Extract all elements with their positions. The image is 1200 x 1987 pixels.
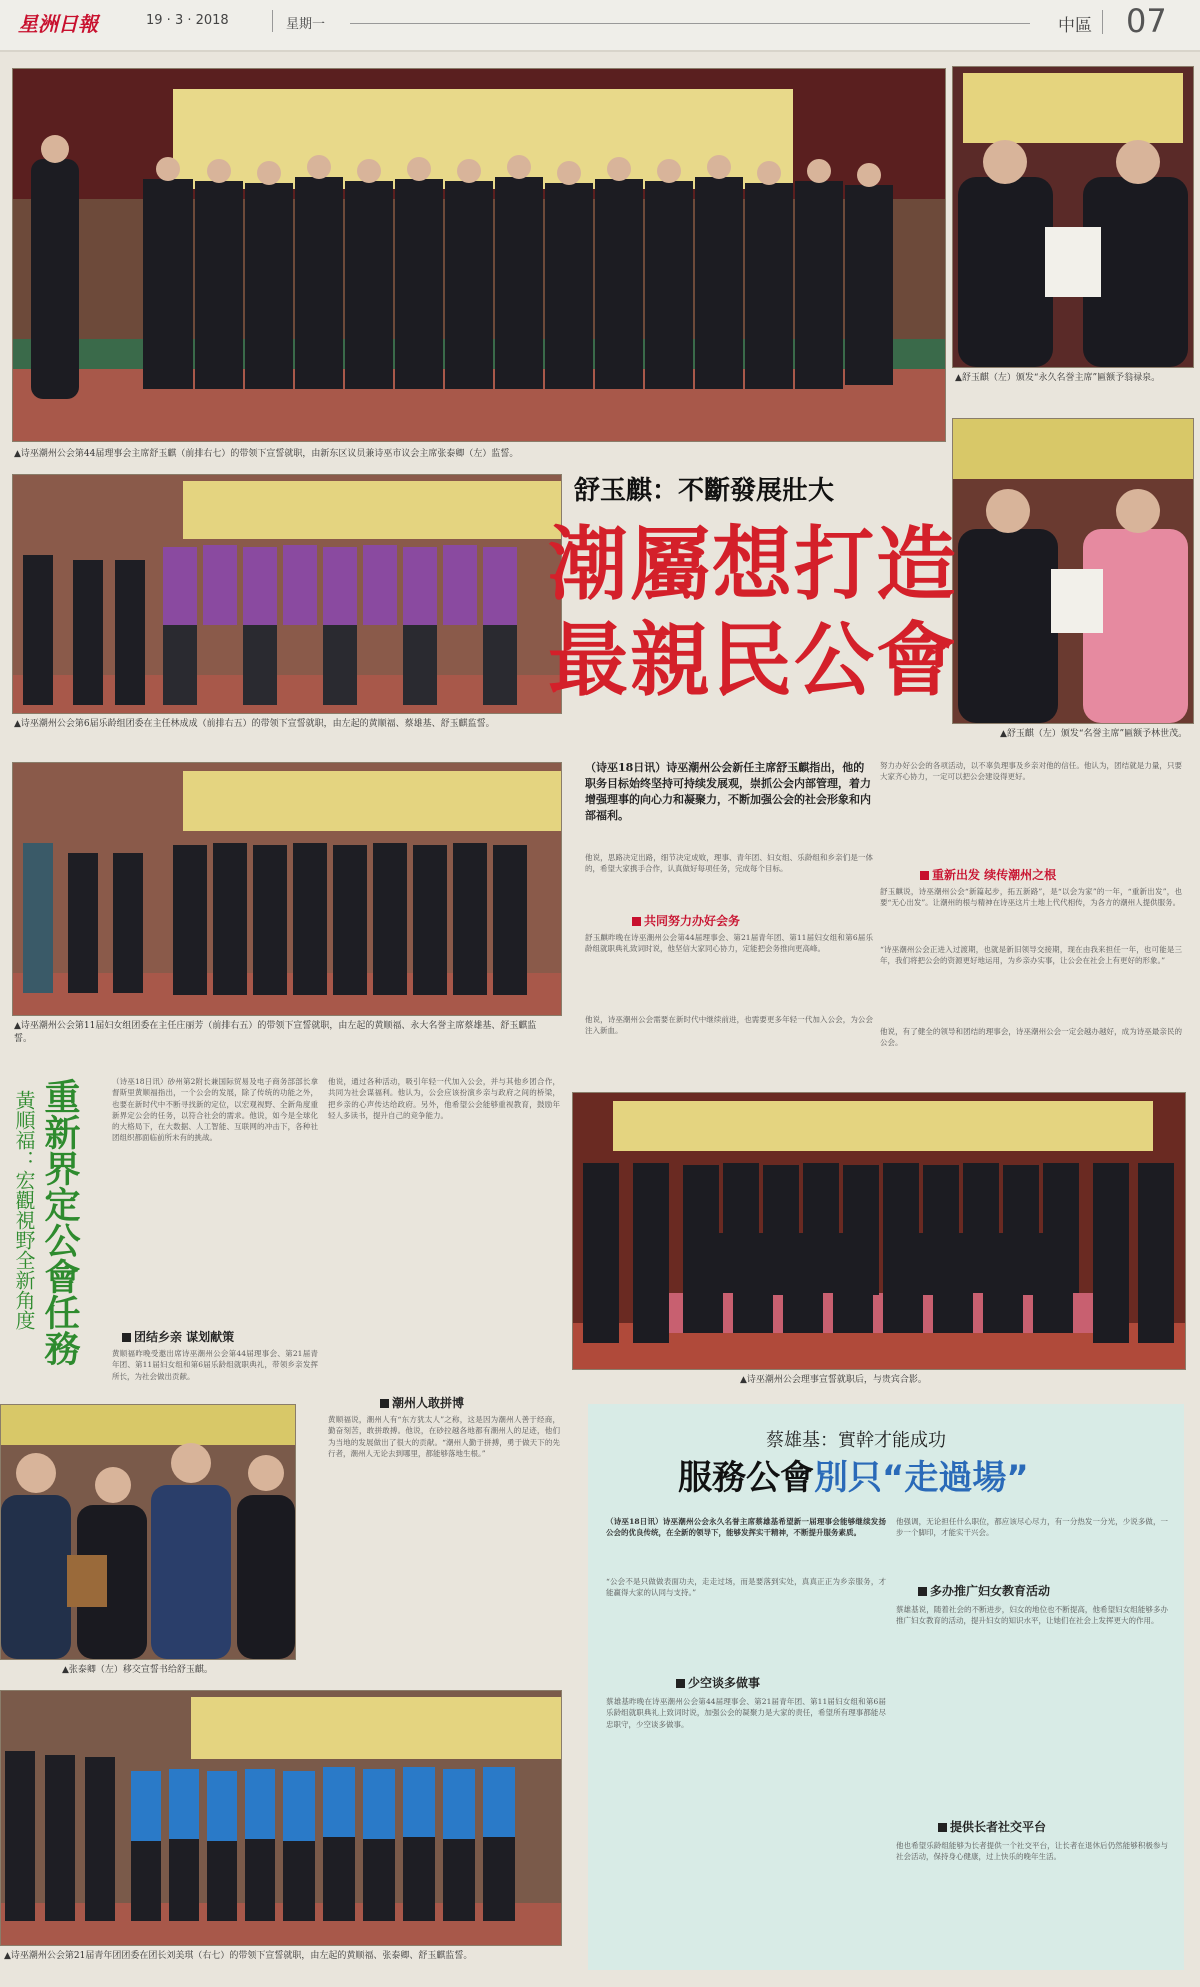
caption-group-with-guests: ▲诗巫潮州公会理事宣誓就职后，与贵宾合影。 [740,1375,927,1385]
main-article-para-2: 舒玉麒昨晚在诗巫潮州公会第44届理事会、第21届青年团、第11届妇女组和第6届乐龄组就职典礼致词时说，他坚信大家同心协力，定能把会务推向更高峰。 [585,933,873,954]
photo-group-with-guests [572,1092,1186,1370]
box-article-col2-para-3: 他也希望乐龄组能够为长者提供一个社交平台，让长者在退休后仍然能够积极参与社会活动，保持身心健康，过上快乐的晚年生活。 [896,1841,1168,1862]
box-article-subhead-1 [676,1674,760,1691]
box-article-headline-blue: 別只“走過場” [814,1458,1029,1498]
box-article-headline [678,1450,1029,1499]
box-article-lead: （诗巫18日讯）诗巫潮州公会永久名誉主席蔡雄基希望新一届理事会能够继续发扬公会的优良传统，在全新的领导下，能够发挥实干精神，不断提升服务素质。 [606,1517,886,1538]
box-article [588,1404,1184,1970]
photo-swearing-in-council [12,68,946,442]
photo-youth-group [0,1690,562,1946]
main-article-kicker: 舒玉麒：不斷發展壯大 [574,476,835,506]
main-article-col2-para-3: “诗巫潮州公会正进入过渡期，也就是新旧领导交接期，现在由我来担任一年，也可能是三年，我们将把公会的资源更好地运用，为乡亲办实事，让公会在社会上有更好的形象。” [880,945,1182,966]
subhead-marker [122,1333,131,1342]
subhead-marker [676,1679,685,1688]
box-article-subhead-2-text: 多办推广妇女教育活动 [930,1584,1051,1598]
box-article-para-2: 蔡雄基昨晚在诗巫潮州公会第44届理事会、第21届青年团、第11届妇女组和第6届乐龄组就职典礼上致词时说，加强公会的凝聚力是大家的责任，希望所有理事都能尽忠职守，少空谈多做事。 [606,1697,886,1729]
main-article-lead: （诗巫18日讯）诗巫潮州公会新任主席舒玉麒指出，他的职务目标始终坚持可持续发展观，崇抓公会内部管理，着力增强理事的向心力和凝聚力，不断加强公会的社会形象和内部福利。 [585,761,871,822]
side-article-col2-b: 黄顺福说，潮州人有“东方犹太人”之称，这是因为潮州人善于经商，勤奋刻苦，敢拼敢搏。他说，在砂拉越各地都有潮州人的足迹，他们为当地的发展做出了很大的贡献。“潮州人勤于拼搏，勇于做天下的先行者，潮州人无论去到哪里，都能够落地生根。” [328,1415,560,1458]
box-article-col2-para-1: 他强调，无论担任什么职位，都应该尽心尽力，有一分热发一分光，少说多做，一步一个脚印，才能实干兴会。 [896,1517,1168,1538]
main-article-headline-2: 最親民公會 [548,614,958,707]
box-article-headline-black: 服務公會 [678,1458,814,1498]
box-article-col2-para-2: 蔡雄基说，随着社会的不断进步，妇女的地位也不断提高，他希望妇女组能够多办推广妇女教育的活动，提升妇女的知识水平，让她们在社会上发挥更大的作用。 [896,1605,1168,1626]
photo-oath-handover [0,1404,296,1660]
main-article-headline-1: 潮屬想打造 [548,518,958,611]
caption-award-permanent-chairman: ▲舒玉麒（左）颁发“永久名誉主席”匾额予翁禄泉。 [955,373,1161,383]
side-article-col1-b: 黄顺福昨晚受邀出席诗巫潮州公会第44届理事会、第21届青年团、第11届妇女组和第6届乐龄组就职典礼，带领乡亲发挥所长，为社会做出贡献。 [112,1349,318,1381]
main-article-col2-para-1: 努力办好公会的各项活动，以不辜负理事及乡亲对他的信任。他认为，团结就是力量，只要大家齐心协力，一定可以把公会建设得更好。 [880,761,1182,782]
box-article-subhead-3 [938,1818,1046,1835]
caption-senior-group: ▲诗巫潮州公会第6届乐龄组团委在主任林成成（前排右五）的带领下宣誓就职，由左起的黄顺福、蔡雄基、舒玉麒监誓。 [14,719,495,729]
masthead-divider [272,10,273,32]
caption-oath-handover: ▲张泰卿（左）移交宣誓书给舒玉麒。 [62,1665,213,1675]
page-number: 07 [1126,2,1167,40]
masthead [0,0,1200,52]
box-article-para-1: “公会不是只做做表面功夫，走走过场，而是要落到实处，真真正正为乡亲服务，才能赢得大家的认同与支持。” [606,1577,886,1598]
main-article-subhead-1-text: 共同努力办好会务 [644,914,741,928]
subhead-marker [380,1399,389,1408]
side-article-col2: 他说，通过各种活动，吸引年轻一代加入公会，并与其他乡团合作，共同为社会谋福利。他认为，公会应该扮演乡亲与政府之间的桥梁，把乡亲的心声传达给政府。另外，他希望公会能够重视教育，鼓励年轻人多读书，提升自己的竞争能力。 [328,1077,560,1120]
newspaper-logo: 星洲日報 [18,12,98,36]
main-article-col2-para-2: 舒玉麒说，诗巫潮州公会“新篇起步，拓五新路”，是“以会为家”的一年，“重新出发”，也要“无心出发”。让潮州的根与精神在诗巫这片土地上代代相传，为各方的潮州人提供服务。 [880,887,1182,908]
side-article-subhead-2 [380,1394,464,1411]
main-article-subhead-2-text: 重新出发 续传潮州之根 [932,868,1057,882]
side-article-subhead-2-text: 潮州人敢拼博 [392,1396,465,1410]
issue-date: 19 · 3 · 2018 [146,13,229,28]
masthead-divider-right [1102,10,1103,34]
box-article-subhead-3-text: 提供长者社交平台 [950,1820,1047,1834]
photo-award-permanent-chairman [952,66,1194,368]
main-article-subhead-2 [920,866,1056,883]
side-article-headline: 重新界定公會任務 [39,1078,80,1366]
subhead-marker [938,1823,947,1832]
caption-women-group: ▲诗巫潮州公会第11届妇女组团委在主任庄丽芳（前排右五）的带领下宣誓就职，由左起的黄顺福、永大名誉主席蔡雄基、舒玉麒监誓。 [14,1021,537,1044]
box-article-subhead-1-text: 少空谈多做事 [688,1676,761,1690]
side-article-col1: （诗巫18日讯）砂州第2附长兼国际贸易及电子商务部部长拿督斯里黄顺福指出，一个公会的发展，除了传统的功能之外，也要在新时代中不断寻找新的定位，以宏观视野、全新角度重新界定公会的任务，以符合社会的需求。他说，如今是全球化的大格局下，在大数据、人工智能、互联网的冲击下，各种社团组织都面临前所未有的挑战。 [112,1077,318,1143]
photo-senior-group [12,474,562,714]
caption-award-honorary-chairman: ▲舒玉麒（左）颁发“名誉主席”匾额予林世茂。 [1000,729,1188,739]
box-article-kicker: 蔡雄基：實幹才能成功 [766,1430,946,1451]
main-article-subhead-1 [632,912,740,929]
photo-women-group [12,762,562,1016]
caption-swearing-in-council: ▲诗巫潮州公会第44届理事会主席舒玉麒（前排右七）的带领下宣誓就职，由新东区议员兼诗巫市议会主席张泰卿（左）监誓。 [14,449,519,459]
main-article-para-1: 他说，思路决定出路，细节决定成败，理事、青年团、妇女组、乐龄组和乡亲们是一体的，希望大家携手合作，认真做好每项任务，完成每个目标。 [585,853,873,874]
subhead-marker [918,1587,927,1596]
side-article-subhead-1-text: 团结乡亲 谋划献策 [134,1330,235,1344]
main-article-col2-para-4: 他说，有了健全的领导和团结的理事会，诗巫潮州公会一定会越办越好，成为诗巫最亲民的公会。 [880,1027,1182,1048]
box-article-subhead-2 [918,1582,1050,1599]
side-article-byline: 黃順福：宏觀視野全新角度 [12,1090,36,1330]
caption-youth-group: ▲诗巫潮州公会第21届青年团团委在团长刘美琪（右七）的带领下宣誓就职，由左起的黄顺福、张泰卿、舒玉麒监誓。 [4,1951,473,1961]
photo-award-honorary-chairman [952,418,1194,724]
issue-weekday: 星期一 [286,17,326,32]
subhead-marker [632,917,641,926]
side-article-subhead-1 [122,1328,234,1345]
section-name: 中區 [1058,16,1092,36]
subhead-marker [920,871,929,880]
masthead-rule [350,23,1030,24]
main-article-para-3: 他说，诗巫潮州公会需要在新时代中继续前进，也需要更多年轻一代加入公会，为公会注入新血。 [585,1015,873,1036]
